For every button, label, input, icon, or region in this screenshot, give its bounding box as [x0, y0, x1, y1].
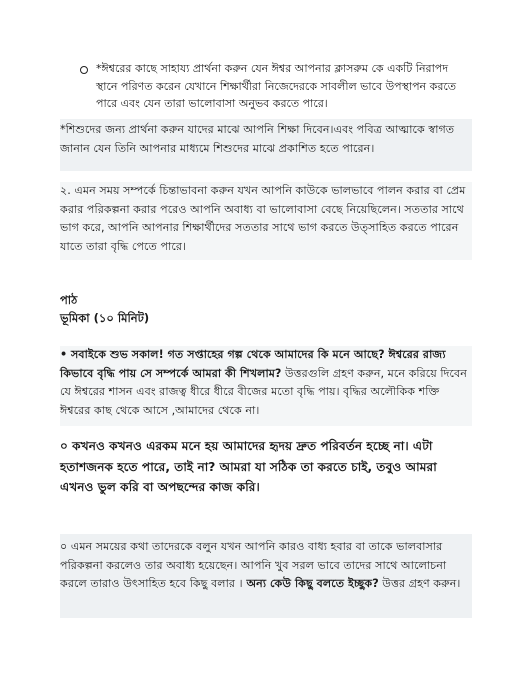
question-1-paragraph: [60, 346, 472, 426]
question-2-paragraph: ০ কখনও কখনও এরকম মনে হয় আমাদের হৃদয় দ্রুত পরিবর্তন হচ্ছে না। এটা হতাশজনক হতে পারে, তাই না? আমরা যা সঠিক তা করতে চাই, তবুও আমরা এখনও ভুল করি বা অপছন্দের কাজ করি।: [60, 439, 437, 494]
question-1-instruction: উত্তরগুলি গ্রহণ করুন, মনে করিয়ে দিবেন যে ঈশ্বরের শাসন এবং রাজত্ব ধীরে ধীরে বীজের মতো বৃদ্ধি পায়। বৃদ্ধির অলৌকিক শক্তি ঈশ্বরের কাছ থেকে আসে ,আমাদের থেকে না।: [60, 366, 467, 417]
question-3-instruction: উত্তর গ্রহণ করুন।: [378, 577, 461, 590]
point-2-paragraph: ২. এমন সময় সম্পর্কে চিন্তাভাবনা করুন যখন আপনি কাউকে ভালভাবে পালন করার বা প্রেম করার পরিকল্পনা করার পরেও আপনি অবাধ্য বা ভালোবাসা বেছে নিয়েছিলেন। সততার সাথে ভাগ করে, আপনি আপনার শিক্ষার্থীদের সততার সাথে ভাগ করতে উত্সাহিত করতে পারেন যাতে তারা বৃদ্ধি পেতে পারে।: [60, 182, 472, 260]
lesson-heading: পাঠ: [60, 293, 78, 307]
question-3-text: ০ এমন সময়ের কথা তাদেরকে বলুন যখন আপনি কারও বাধ্য হবার বা তাকে ভালবাসার পরিকল্পনা করলেও তার অবাধ্য হয়েছেন। আপনি খুব সরল ভাবে তাদের সাথে আলোচনা করলে তারাও উৎসাহিত হবে কিছু বলার ।: [60, 540, 447, 590]
intro-heading: ভূমিকা (১০ মিনিট): [60, 311, 150, 325]
question-3-bold: অন্য কেউ কিছু বলতে ইচ্ছুক?: [242, 577, 379, 590]
hollow-bullet-icon: [80, 66, 88, 74]
prayer-paragraph: *শিশুদের জন্য প্রার্থনা করুন যাদের মাঝে আপনি শিক্ষা দিবেন।এবং পবিত্র আত্মাকে স্বাগত জানান যেন তিনি আপনার মাধ্যমে শিশুদের মাঝে প্রকাশিত হতে পারেন।: [60, 119, 472, 171]
question-3-paragraph: [60, 534, 472, 618]
sub-bullet-prayer-classroom: *ঈশ্বরের কাছে সাহায্য প্রার্থনা করুন যেন ঈশ্বর আপনার ক্লাসরুম কে একটি নিরাপদ স্থানে পরিণত করেন যেখানে শিক্ষার্থীরা নিজেদেরকে সাবলীল ভাবে উপস্থাপন করতে পারে এবং যেন তারা ভালোবাসা অনুভব করতে পারে।: [96, 62, 457, 110]
question-1-bold: • সবাইকে শুভ সকাল! গত সপ্তাহের গল্প থেকে আমাদের কি মনে আছে? ঈশ্বরের রাজ্য কিভাবে বৃদ্ধি পায় সে সম্পর্কে আমরা কী শিখলাম?: [60, 348, 446, 380]
